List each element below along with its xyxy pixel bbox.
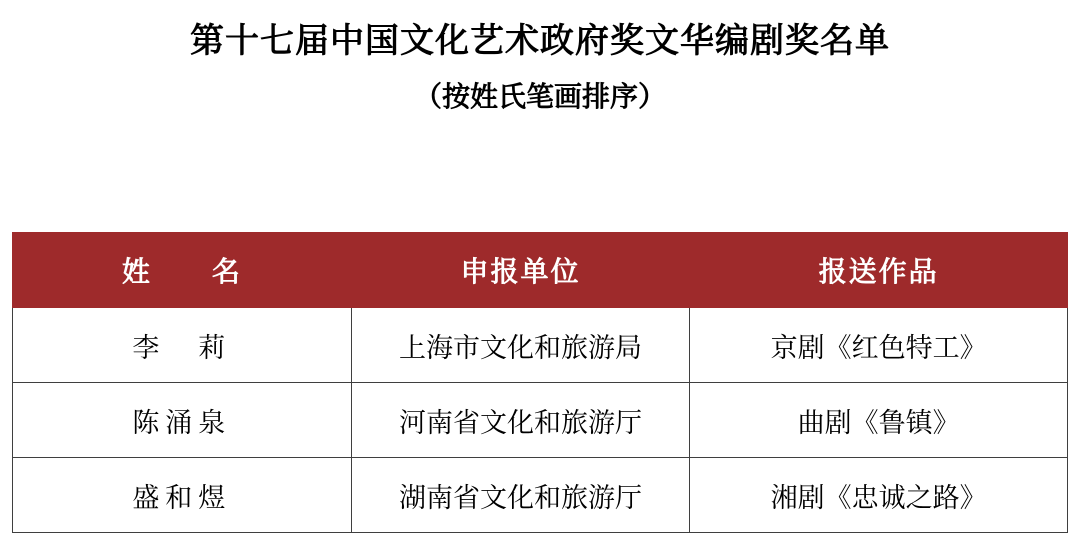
cell-work: 曲剧《鲁镇》 [690,383,1068,458]
cell-name: 陈涌泉 [13,383,352,458]
page-title: 第十七届中国文化艺术政府奖文华编剧奖名单 [190,23,890,60]
table-row [13,383,1068,458]
cell-unit: 湖南省文化和旅游厅 [351,458,690,533]
column-header-unit: 申报单位 [351,233,690,308]
table-row [13,458,1068,533]
cell-unit: 河南省文化和旅游厅 [351,383,690,458]
cell-name: 李 莉 [13,308,352,383]
award-table-container [12,232,1068,533]
cell-unit: 上海市文化和旅游局 [351,308,690,383]
award-table [12,232,1068,533]
cell-work: 京剧《红色特工》 [690,308,1068,383]
page-subtitle: （按姓氏笔画排序） [413,81,666,113]
column-header-name: 姓 名 [13,233,352,308]
cell-name: 盛和煜 [13,458,352,533]
table-header-row [13,233,1068,308]
column-header-work: 报送作品 [690,233,1068,308]
table-header [13,233,1068,308]
table-body [13,308,1068,533]
table-row [13,308,1068,383]
cell-work: 湘剧《忠诚之路》 [690,458,1068,533]
